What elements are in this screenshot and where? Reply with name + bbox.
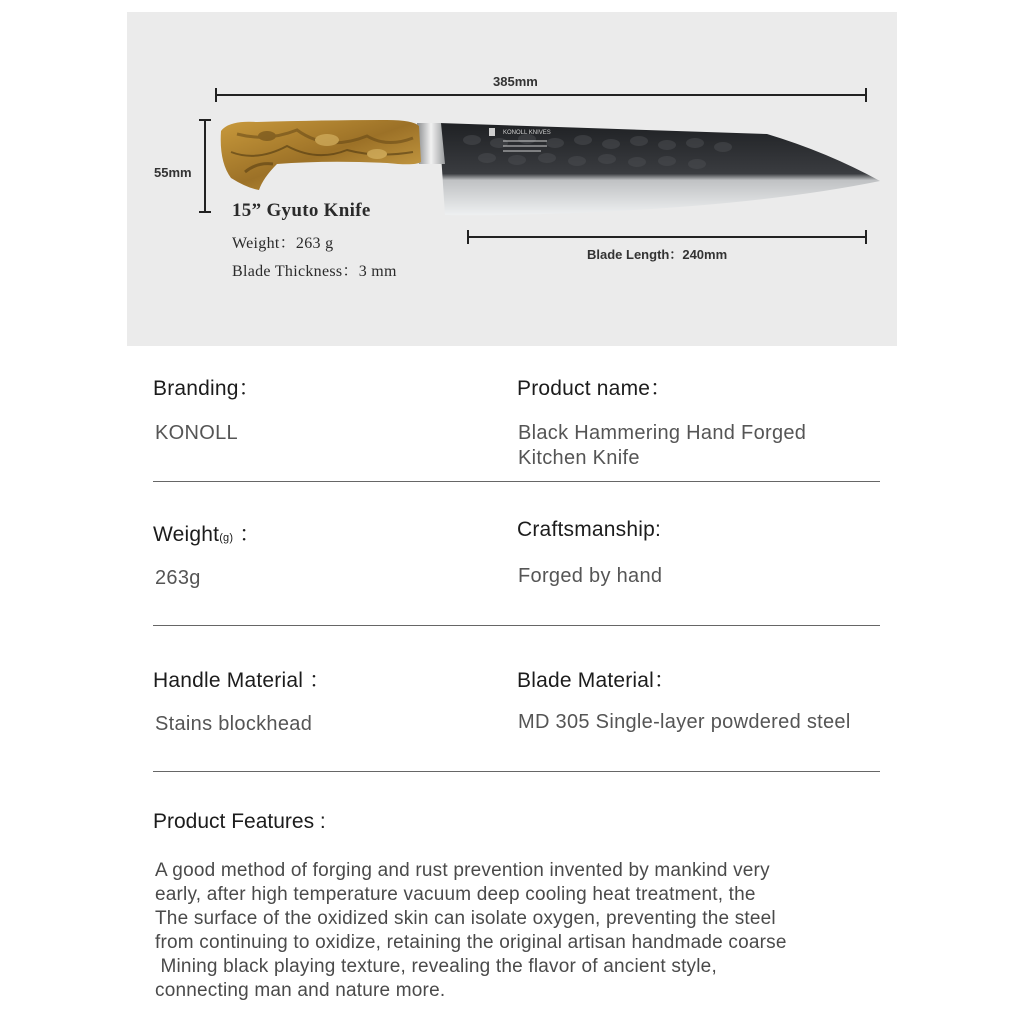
- branding-value: KONOLL: [155, 422, 238, 444]
- features-line: early, after high temperature vacuum deep cooling heat treatment, the: [155, 884, 756, 905]
- product-name-label: Product name：: [517, 377, 672, 400]
- knife-illustration: [127, 12, 897, 346]
- overall-length-label: 385mm: [493, 74, 538, 89]
- features-line: Mining black playing texture, revealing the flavor of ancient style,: [155, 956, 717, 977]
- knife-model-title: 15” Gyuto Knife: [232, 200, 371, 221]
- product-name-line-1: Black Hammering Hand Forged: [518, 422, 807, 444]
- product-features-text: [155, 859, 895, 1003]
- divider: [153, 481, 880, 482]
- blade-engraving: KONOLL KNIVES: [503, 130, 551, 136]
- handle-material-value: Stains blockhead: [155, 713, 313, 735]
- product-name-line-2: Kitchen Knife: [518, 447, 640, 469]
- knife-bolster: [417, 123, 445, 164]
- features-line: The surface of the oxidized skin can isolate oxygen, preventing the steel: [155, 908, 776, 929]
- overall-length-dimension: [216, 88, 866, 102]
- divider: [153, 625, 880, 626]
- product-hero-image: [127, 12, 897, 346]
- handle-material-label: Handle Material ：: [153, 669, 331, 692]
- blade-material-value: MD 305 Single-layer powdered steel: [518, 711, 851, 733]
- product-features-title: Product Features :: [153, 810, 326, 833]
- hero-thickness-text: Blade Thickness：3 mm: [232, 263, 397, 280]
- product-name-value: [518, 421, 806, 471]
- brand-logo-icon: [489, 128, 495, 136]
- craftsmanship-label: Craftsmanship:: [517, 518, 662, 541]
- weight-unit: (g): [219, 532, 234, 544]
- knife-blade: [439, 123, 880, 215]
- craftsmanship-value: Forged by hand: [518, 565, 663, 587]
- weight-label-text: Weight: [153, 523, 220, 546]
- hero-weight-text: Weight：263 g: [232, 235, 334, 252]
- weight-value: 263g: [155, 567, 201, 589]
- weight-label: [153, 518, 260, 548]
- features-line: A good method of forging and rust prevention invented by mankind very: [155, 860, 770, 881]
- features-line: connecting man and nature more.: [155, 980, 446, 1001]
- blade-length-label: Blade Length：240mm: [587, 247, 728, 262]
- blade-length-dimension: [468, 230, 866, 244]
- height-dimension: [199, 120, 211, 212]
- branding-label: Branding：: [153, 377, 260, 400]
- blade-material-label: Blade Material：: [517, 669, 676, 692]
- features-line: from continuing to oxidize, retaining the original artisan handmade coarse: [155, 932, 787, 953]
- divider: [153, 771, 880, 772]
- height-label: 55mm: [154, 165, 192, 180]
- weight-colon: ：: [233, 523, 261, 546]
